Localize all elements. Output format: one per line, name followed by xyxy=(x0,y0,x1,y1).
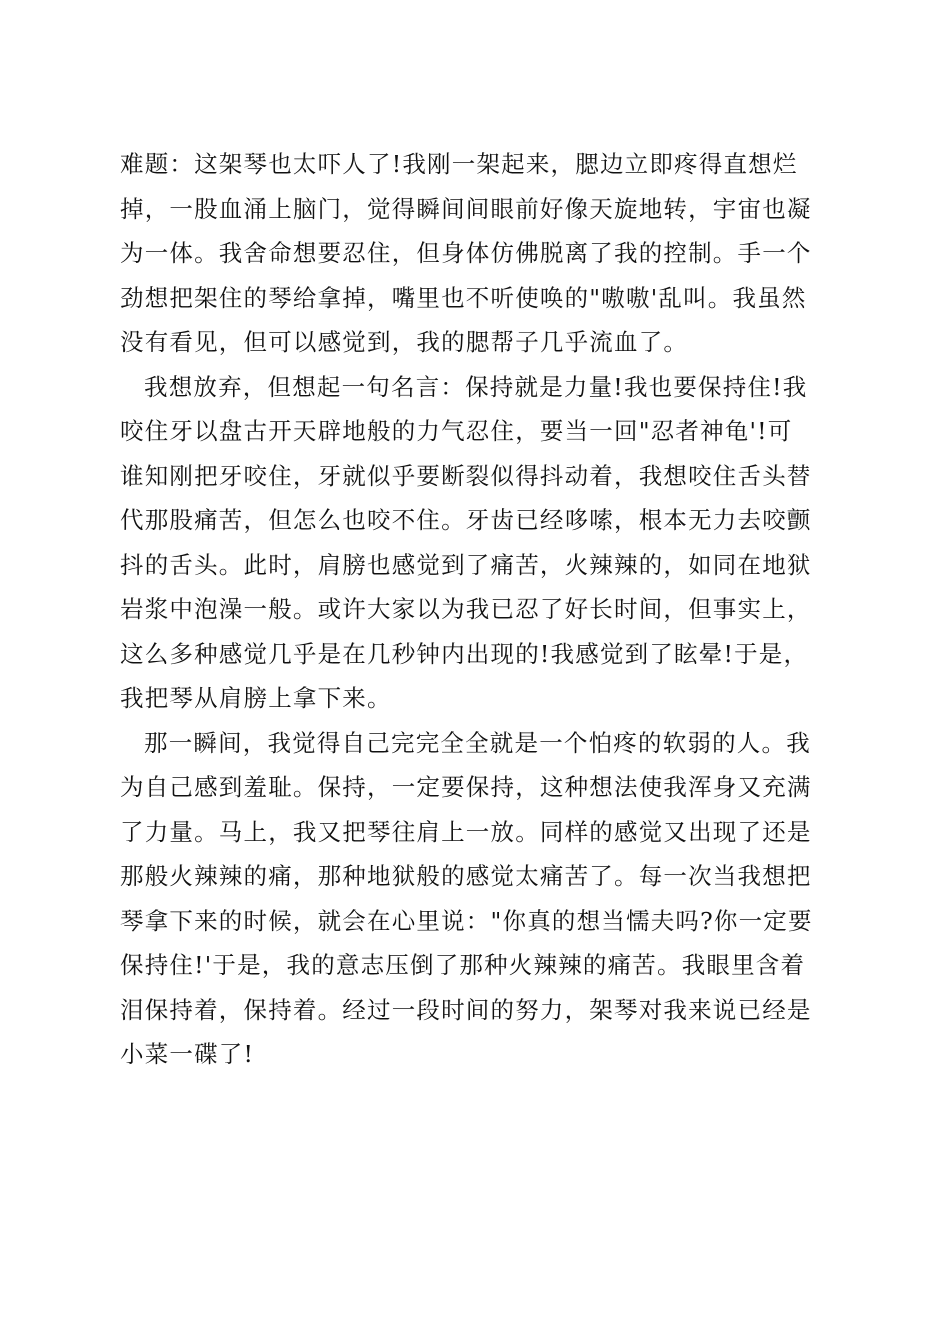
text-line: 抖的舌头。此时，肩膀也感觉到了痛苦，火辣辣的，如同在地狱 xyxy=(120,550,812,579)
text-line: 我想放弃，但想起一句名言：保持就是力量!我也要保持住!我 xyxy=(144,372,808,401)
text-line: 了力量。马上，我又把琴往肩上一放。同样的感觉又出现了还是 xyxy=(120,817,812,846)
text-line: 保持住!'于是，我的意志压倒了那种火辣辣的痛苦。我眼里含着 xyxy=(120,951,806,979)
text-line: 为一体。我舍命想要忍住，但身体仿佛脱离了我的控制。手一个 xyxy=(120,239,812,267)
text-line: 代那股痛苦，但怎么也咬不住。牙齿已经哆嗦，根本无力去咬颤 xyxy=(120,506,812,534)
text-line: 这么多种感觉几乎是在几秒钟内出现的!我感觉到了眩晕!于是， xyxy=(120,639,809,668)
paragraph-3 xyxy=(120,721,832,1077)
text-line: 为自己感到羞耻。保持，一定要保持，这种想法使我浑身又充满 xyxy=(120,773,812,801)
text-line: 没有看见，但可以感觉到，我的腮帮子几乎流血了。 xyxy=(120,328,689,356)
text-line: 我把琴从肩膀上拿下来。 xyxy=(120,684,392,712)
text-line: 那般火辣辣的痛，那种地狱般的感觉太痛苦了。每一次当我想把 xyxy=(120,862,812,890)
text-line: 小菜一碟了! xyxy=(120,1040,255,1068)
paragraph-2 xyxy=(120,365,832,721)
text-line: 咬住牙以盘古开天辟地般的力气忍住，要当一回"忍者神龟'!可 xyxy=(120,417,793,445)
text-line: 琴拿下来的时候，就会在心里说："你真的想当懦夫吗?你一定要 xyxy=(120,906,813,935)
text-line: 掉，一股血涌上脑门，觉得瞬间间眼前好像天旋地转，宇宙也凝 xyxy=(120,194,812,223)
paragraph-1 xyxy=(120,142,832,365)
text-line: 泪保持着，保持着。经过一段时间的努力，架琴对我来说已经是 xyxy=(120,995,812,1024)
text-line: 劲想把架住的琴给拿掉，嘴里也不听使唤的"嗷嗷'乱叫。我虽然 xyxy=(120,283,807,312)
text-line: 难题：这架琴也太吓人了!我刚一架起来，腮边立即疼得直想烂 xyxy=(120,150,798,178)
text-line: 谁知刚把牙咬住，牙就似乎要断裂似得抖动着，我想咬住舌头替 xyxy=(120,461,812,490)
text-line: 那一瞬间，我觉得自己完完全全就是一个怕疼的软弱的人。我 xyxy=(144,728,811,757)
document-page xyxy=(120,142,832,1077)
text-line: 岩浆中泡澡一般。或许大家以为我已忍了好长时间，但事实上， xyxy=(120,595,812,623)
